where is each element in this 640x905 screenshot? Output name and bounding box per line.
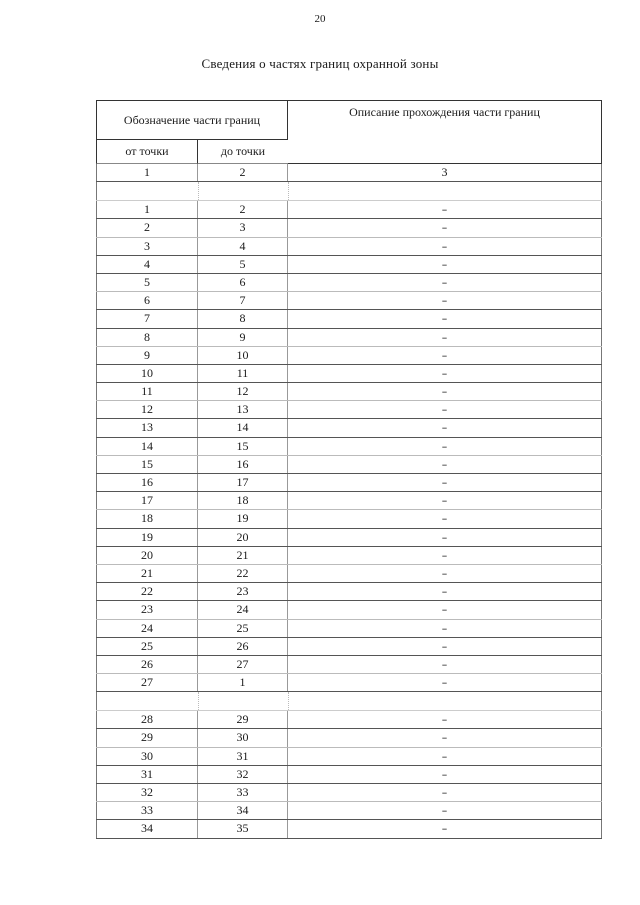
table-row <box>96 292 602 310</box>
to-point-cell: 11 <box>198 365 288 382</box>
description-cell: – <box>288 601 602 618</box>
from-point-cell: 26 <box>96 656 198 673</box>
table-row <box>96 583 602 601</box>
to-point-cell: 20 <box>198 529 288 546</box>
from-point-cell: 19 <box>96 529 198 546</box>
from-point-cell: 15 <box>96 456 198 473</box>
to-point-cell: 8 <box>198 310 288 327</box>
table-row <box>96 219 602 237</box>
table-row <box>96 748 602 766</box>
description-cell: – <box>288 784 602 801</box>
to-point-cell: 9 <box>198 329 288 346</box>
column-index-row <box>96 164 602 182</box>
table-row <box>96 802 602 820</box>
from-point-cell: 1 <box>96 201 198 218</box>
header-boundary-description: Описание прохождения части границ <box>288 100 602 164</box>
description-cell: – <box>288 492 602 509</box>
to-point-cell: 10 <box>198 347 288 364</box>
description-cell: – <box>288 748 602 765</box>
table-row <box>96 365 602 383</box>
to-point-cell: 35 <box>198 820 288 837</box>
column-index-2: 2 <box>198 164 288 181</box>
table-row <box>96 438 602 456</box>
description-cell: – <box>288 419 602 436</box>
from-point-cell: 23 <box>96 601 198 618</box>
table-row <box>96 329 602 347</box>
to-point-cell: 22 <box>198 565 288 582</box>
table-row <box>96 529 602 547</box>
description-cell: – <box>288 766 602 783</box>
table-header <box>96 100 602 164</box>
table-row <box>96 274 602 292</box>
section-gap <box>96 182 602 201</box>
table-row <box>96 656 602 674</box>
to-point-cell: 19 <box>198 510 288 527</box>
table-row <box>96 347 602 365</box>
to-point-cell: 3 <box>198 219 288 236</box>
to-point-cell: 15 <box>198 438 288 455</box>
from-point-cell: 14 <box>96 438 198 455</box>
description-cell: – <box>288 456 602 473</box>
description-cell: – <box>288 565 602 582</box>
header-to-point: до точки <box>198 140 288 164</box>
to-point-cell: 13 <box>198 401 288 418</box>
from-point-cell: 18 <box>96 510 198 527</box>
description-cell: – <box>288 529 602 546</box>
description-cell: – <box>288 383 602 400</box>
table-row <box>96 474 602 492</box>
from-point-cell: 30 <box>96 748 198 765</box>
column-index-1: 1 <box>96 164 198 181</box>
table-row <box>96 784 602 802</box>
from-point-cell: 17 <box>96 492 198 509</box>
document-title: Сведения о частях границ охранной зоны <box>201 56 439 71</box>
table-row <box>96 510 602 528</box>
from-point-cell: 3 <box>96 238 198 255</box>
table-row <box>96 383 602 401</box>
table-row <box>96 638 602 656</box>
table-row <box>96 766 602 784</box>
table-row <box>96 256 602 274</box>
from-point-cell: 5 <box>96 274 198 291</box>
to-point-cell: 25 <box>198 620 288 637</box>
from-point-cell: 16 <box>96 474 198 491</box>
to-point-cell: 27 <box>198 656 288 673</box>
from-point-cell: 25 <box>96 638 198 655</box>
description-cell: – <box>288 656 602 673</box>
from-point-cell: 6 <box>96 292 198 309</box>
from-point-cell: 24 <box>96 620 198 637</box>
to-point-cell: 23 <box>198 583 288 600</box>
from-point-cell: 29 <box>96 729 198 746</box>
to-point-cell: 32 <box>198 766 288 783</box>
description-cell: – <box>288 219 602 236</box>
to-point-cell: 33 <box>198 784 288 801</box>
description-cell: – <box>288 238 602 255</box>
description-cell: – <box>288 292 602 309</box>
to-point-cell: 2 <box>198 201 288 218</box>
description-cell: – <box>288 401 602 418</box>
table-row <box>96 601 602 619</box>
table-row <box>96 419 602 437</box>
description-cell: – <box>288 274 602 291</box>
description-cell: – <box>288 620 602 637</box>
section-2-rows <box>96 711 602 838</box>
description-cell: – <box>288 510 602 527</box>
to-point-cell: 26 <box>198 638 288 655</box>
from-point-cell: 13 <box>96 419 198 436</box>
description-cell: – <box>288 201 602 218</box>
description-cell: – <box>288 474 602 491</box>
from-point-cell: 11 <box>96 383 198 400</box>
to-point-cell: 24 <box>198 601 288 618</box>
description-cell: – <box>288 820 602 837</box>
from-point-cell: 10 <box>96 365 198 382</box>
to-point-cell: 1 <box>198 674 288 691</box>
from-point-cell: 33 <box>96 802 198 819</box>
to-point-cell: 6 <box>198 274 288 291</box>
description-cell: – <box>288 711 602 728</box>
description-cell: – <box>288 438 602 455</box>
description-cell: – <box>288 802 602 819</box>
description-cell: – <box>288 638 602 655</box>
description-cell: – <box>288 674 602 691</box>
table-row <box>96 492 602 510</box>
from-point-cell: 31 <box>96 766 198 783</box>
table-row <box>96 456 602 474</box>
from-point-cell: 9 <box>96 347 198 364</box>
from-point-cell: 21 <box>96 565 198 582</box>
to-point-cell: 17 <box>198 474 288 491</box>
table-row <box>96 547 602 565</box>
to-point-cell: 34 <box>198 802 288 819</box>
section-1-rows <box>96 201 602 692</box>
description-cell: – <box>288 347 602 364</box>
section-gap <box>96 692 602 711</box>
table-row <box>96 729 602 747</box>
description-cell: – <box>288 329 602 346</box>
to-point-cell: 21 <box>198 547 288 564</box>
description-cell: – <box>288 729 602 746</box>
from-point-cell: 20 <box>96 547 198 564</box>
table-row <box>96 238 602 256</box>
table-row <box>96 565 602 583</box>
description-cell: – <box>288 547 602 564</box>
table-row <box>96 310 602 328</box>
from-point-cell: 7 <box>96 310 198 327</box>
column-index-3: 3 <box>288 164 602 181</box>
boundary-parts-table <box>96 100 602 839</box>
to-point-cell: 14 <box>198 419 288 436</box>
header-from-point: от точки <box>96 140 198 164</box>
header-boundary-part-designation: Обозначение части границ <box>96 100 288 140</box>
description-cell: – <box>288 256 602 273</box>
from-point-cell: 34 <box>96 820 198 837</box>
from-point-cell: 2 <box>96 219 198 236</box>
description-cell: – <box>288 365 602 382</box>
page-number: 20 <box>314 13 326 25</box>
to-point-cell: 29 <box>198 711 288 728</box>
table-row <box>96 201 602 219</box>
to-point-cell: 16 <box>198 456 288 473</box>
table-row <box>96 820 602 838</box>
table-row <box>96 674 602 692</box>
to-point-cell: 30 <box>198 729 288 746</box>
table-row <box>96 711 602 729</box>
from-point-cell: 12 <box>96 401 198 418</box>
table-row <box>96 401 602 419</box>
from-point-cell: 32 <box>96 784 198 801</box>
to-point-cell: 31 <box>198 748 288 765</box>
description-cell: – <box>288 310 602 327</box>
from-point-cell: 22 <box>96 583 198 600</box>
from-point-cell: 4 <box>96 256 198 273</box>
to-point-cell: 12 <box>198 383 288 400</box>
from-point-cell: 8 <box>96 329 198 346</box>
to-point-cell: 5 <box>198 256 288 273</box>
to-point-cell: 18 <box>198 492 288 509</box>
from-point-cell: 27 <box>96 674 198 691</box>
to-point-cell: 4 <box>198 238 288 255</box>
table-row <box>96 620 602 638</box>
description-cell: – <box>288 583 602 600</box>
to-point-cell: 7 <box>198 292 288 309</box>
from-point-cell: 28 <box>96 711 198 728</box>
